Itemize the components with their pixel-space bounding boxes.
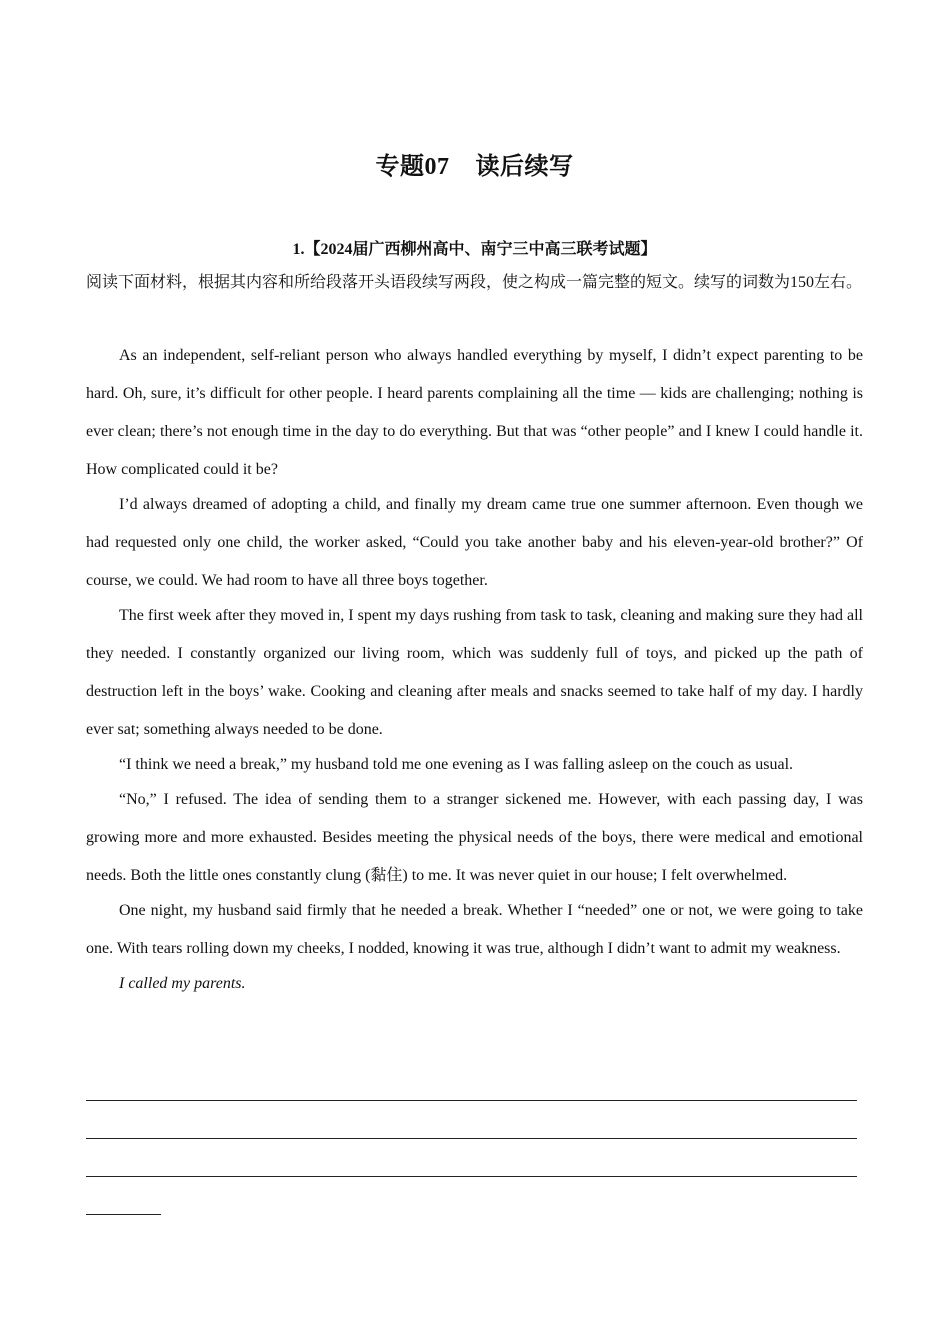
passage-paragraph: “I think we need a break,” my husband told me one evening as I was falling asleep on the couch as usual. bbox=[119, 756, 794, 773]
passage-paragraph: One night, my husband said firmly that he needed a break. Whether I “needed” one or not, we were going to take one. With tears rolling down my cheeks, I nodded, knowing it was true, although I didn’t want to admit my weakness. bbox=[86, 902, 863, 957]
question-heading: 1.【2024届广西柳州高中、南宁三中高三联考试题】 bbox=[292, 241, 657, 258]
continuation-prompt: I called my parents. bbox=[119, 975, 246, 992]
answer-line[interactable] bbox=[86, 1214, 161, 1215]
answer-line[interactable] bbox=[86, 1100, 857, 1101]
passage-paragraph: “No,” I refused. The idea of sending them to a stranger sickened me. However, with each passing day, I was growing more and more exhausted. Besides meeting the physical needs of the boys, there were medical and emotional needs. Both the little ones constantly clung (黏住) to me. It was never quiet in our house; I felt overwhelmed. bbox=[86, 791, 863, 884]
passage-paragraph: The first week after they moved in, I spent my days rushing from task to task, cleaning and making sure they had all they needed. I constantly organized our living room, which was suddenly full of toys, and picked up the path of destruction left in the boys’ wake. Cooking and cleaning after meals and snacks seemed to take half of my day. I hardly ever sat; something always needed to be done. bbox=[86, 607, 863, 738]
answer-line[interactable] bbox=[86, 1138, 857, 1139]
page-title: 专题07 读后续写 bbox=[375, 154, 574, 180]
instruction-text: 阅读下面材料，根据其内容和所给段落开头语段续写两段，使之构成一篇完整的短文。续写的词数为150左右。 bbox=[86, 274, 863, 291]
answer-lines bbox=[86, 1100, 863, 1252]
passage-paragraph: I’d always dreamed of adopting a child, and finally my dream came true one summer afternoon. Even though we had requested only one child, the worker asked, “Could you take another baby and his eleven-year-old brother?” Of course, we could. We had room to have all three boys together. bbox=[86, 496, 863, 589]
answer-line[interactable] bbox=[86, 1176, 857, 1177]
reading-passage bbox=[86, 337, 863, 1000]
passage-paragraph: As an independent, self-reliant person who always handled everything by myself, I didn’t expect parenting to be hard. Oh, sure, it’s difficult for other people. I heard parents complaining all the time — kids are challenging; nothing is ever clean; there’s not enough time in the day to do everything. But that was “other people” and I knew I could handle it. How complicated could it be? bbox=[86, 347, 863, 478]
